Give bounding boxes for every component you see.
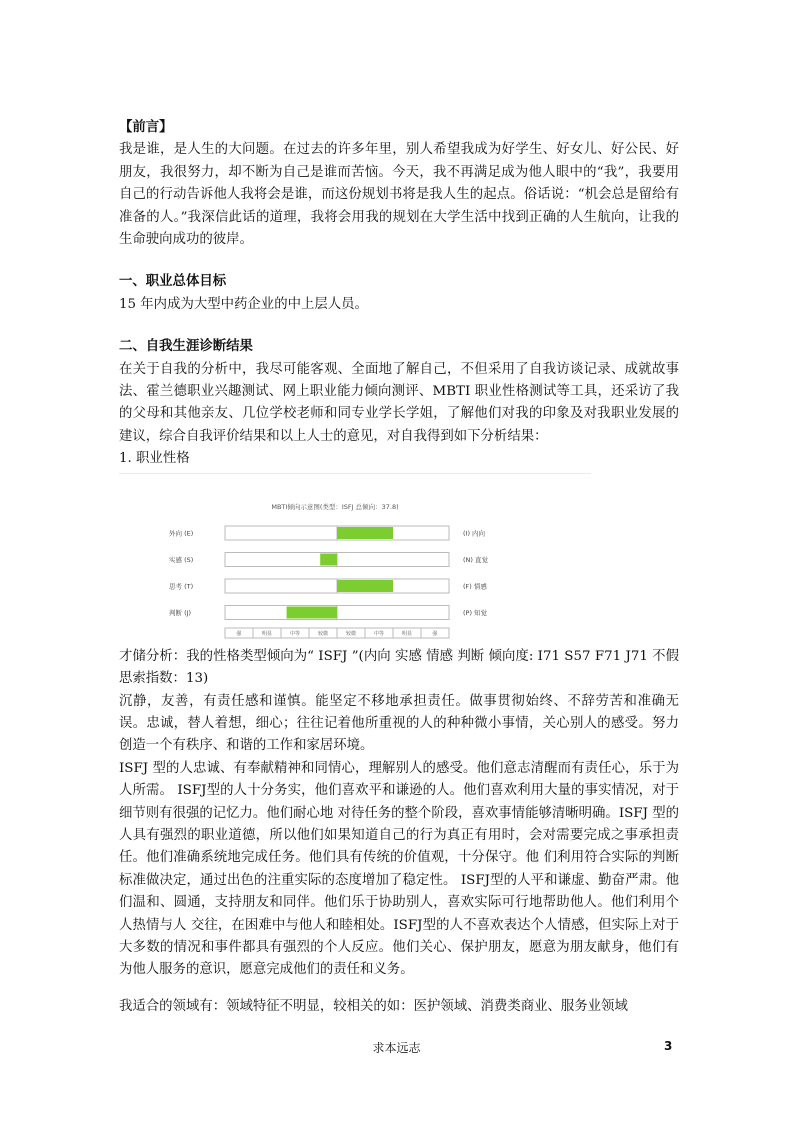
section2-heading: 二、自我生涯诊断结果 [119,339,253,355]
bar-3 [287,606,337,618]
scale-label-2: 中等 [289,630,301,637]
row-left-label-0: 外向 (E) [169,529,194,538]
scale-label-3: 较微 [317,630,329,637]
scale-label-1: 明显 [261,630,273,637]
scale-label-4: 较微 [345,630,357,637]
bar-0 [337,527,393,539]
row-left-label-1: 实感 (S) [169,555,194,564]
scale-label-5: 中等 [373,630,385,637]
section1-heading: 一、职业总体目标 [119,274,227,290]
row-right-label-2: (F) 情感 [463,582,487,591]
footer-text: 求本远志 [372,1041,421,1055]
bar-1 [320,553,337,565]
row-right-label-1: (N) 直觉 [463,555,489,564]
bar-2 [337,580,393,592]
analysis-summary: 才储分析：我的性格类型倾向为“ ISFJ ”(内向 实感 情感 判断 倾向度: I71 S57 F71 J71 不假思索指数：13) [119,648,679,687]
scale-label-7: 强 [432,630,438,637]
row-left-label-3: 判断 (J) [169,608,192,617]
suitable-fields: 我适合的领域有：领域特征不明显，较相关的如：医护领域、消费类商业、服务业领域 [119,998,628,1014]
row-right-label-0: (I) 内向 [463,529,486,538]
scale-label-0: 强 [236,630,242,637]
section2-subheading: 1. 职业性格 [119,451,190,467]
preface-heading: 【前言】 [119,120,173,135]
document-body [119,117,679,1018]
section2-paragraph: 在关于自我的分析中，我尽可能客观、全面地了解自己，不但采用了自我访谈记录、成就故事法、霍兰德职业兴趣测试、网上职业能力倾向测评、MBTI 职业性格测试等工具，还采访了我的父母和其他亲友、几位学校老师和同专业学长学姐，了解他们对我的印象及对我职业发展的建议，综合自我评价结果和以上人士的意见，对自我得到如下分析结果： [119,361,679,444]
mbti-chart [163,500,503,637]
section1-paragraph: 15 年内成为大型中药企业的中上层人员。 [119,296,368,312]
analysis-description: 沉静，友善，有责任感和谨慎。能坚定不移地承担责任。做事贯彻始终、不辞劳苦和准确无误。忠诚，替人着想，细心；往往记着他所重视的人的种种微小事情，关心别人的感受。努力创造一个有秩序、和谐的工作和家居环境。 [119,693,679,754]
divider-line [119,473,591,474]
row-right-label-3: (P) 知觉 [463,608,488,617]
page-number: 3 [664,1039,673,1053]
analysis-detail: ISFJ 型的人忠诚、有奉献精神和同情心，理解别人的感受。他们意志清醒而有责任心，乐于为人所需。 ISFJ型的人十分务实，他们喜欢平和谦逊的人。他们喜欢利用大量的事实情况，对于细节则有很强的记忆力。他们耐心地 对待任务的整个阶段，喜欢事情能够清晰明确。ISFJ 型的人具有强烈的职业道德，所以他们如果知道自己的行为真正有用时，会对需要完成之事承担责任。他们准确系统地完成任务。他们具有传统的价值观，十分保守。他 们利用符合实际的判断标准做决定，通过出色的注重实际的态度增加了稳定性。 ISFJ型的人平和谦虚、勤奋严肃。他们温和、圆通，支持朋友和同伴。他们乐于协助别人，喜欢实际可行地帮助他人。他们利用个人热情与人 交往，在困难中与他人和睦相处。ISFJ型的人不喜欢表达个人情感，但实际上对于大多数的情况和事件都具有强烈的个人反应。他们关心、保护朋友，愿意为朋友献身，他们有为他人服务的意识，愿意完成他们的责任和义务。 [119,760,679,978]
chart-title: MBTI倾向示意图(类型：ISFJ 总倾向：37.8) [271,502,399,511]
scale-label-6: 明显 [401,630,413,637]
preface-paragraph: 我是谁，是人生的大问题。在过去的许多年里，别人希望我成为好学生、好女儿、好公民、好朋友，我很努力，却不断为自己是谁而苦恼。今天，我不再满足成为他人眼中的“我”，我要用自己的行动告诉他人我将会是谁，而这份规划书将是我人生的起点。俗话说：“机会总是留给有准备的人。”我深信此话的道理，我将会用我的规划在大学生活中找到正确的人生航向，让我的生命驶向成功的彼岸。 [119,142,679,248]
row-left-label-2: 思考 (T) [169,582,194,591]
